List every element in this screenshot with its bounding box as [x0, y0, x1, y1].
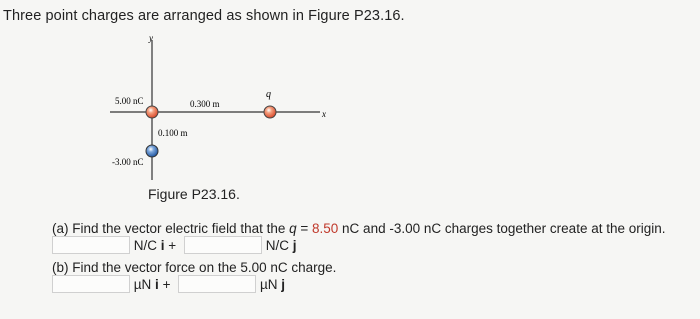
part-b-answer-row: [52, 275, 285, 293]
charge-5nC: [146, 106, 158, 118]
part-b-unit-i-vec: i: [155, 276, 159, 292]
charge-figure: [100, 28, 340, 186]
part-b-unit-j-text: µN: [259, 276, 282, 292]
part-a-prefix: (a) Find the vector electric field that the: [52, 221, 290, 236]
charge1-label: 5.00 nC: [115, 96, 144, 106]
part-a-field-j[interactable]: [184, 236, 262, 254]
part-a-suffix: nC and -3.00 nC charges together create at the origin.: [338, 221, 666, 236]
part-b-question: (b) Find the vector force on the 5.00 nC charge.: [52, 260, 337, 275]
x-axis-label: x: [322, 109, 326, 119]
distance-x-label: 0.300 m: [190, 99, 220, 109]
part-b-field-j[interactable]: [178, 275, 256, 293]
part-a-q-value: 8.50: [312, 221, 339, 236]
part-a-field-i[interactable]: [52, 236, 130, 254]
part-b-plus: +: [158, 276, 171, 292]
part-a-q-symbol: q: [289, 221, 297, 236]
part-a-unit-i-vec: i: [160, 237, 165, 253]
part-a-unit-i: [134, 238, 176, 253]
part-b-unit-i-text: µN: [133, 276, 156, 292]
charge-q: [264, 106, 276, 118]
part-a-question: [52, 221, 666, 236]
part-b-unit-i: [134, 277, 171, 292]
part-a-unit-j: [266, 238, 297, 253]
part-a-unit-j-text: N/C: [265, 237, 293, 253]
figure-caption: Figure P23.16.: [148, 186, 240, 202]
part-a-plus: +: [164, 237, 177, 253]
part-a-unit-j-vec: j: [292, 237, 297, 253]
charge-neg3nC: [146, 145, 158, 157]
part-b-unit-j-vec: j: [281, 276, 286, 292]
part-b-unit-j: [260, 277, 285, 292]
distance-y-label: 0.100 m: [158, 128, 188, 138]
part-a-unit-i-text: N/C: [133, 237, 161, 253]
problem-intro: Three point charges are arranged as shown in Figure P23.16.: [3, 8, 405, 24]
part-b-field-i[interactable]: [52, 275, 130, 293]
charge-q-label: q: [266, 89, 271, 100]
y-axis-label: y: [149, 33, 153, 43]
charge3-label: -3.00 nC: [112, 157, 144, 167]
part-a-equals: =: [296, 221, 313, 236]
part-a-answer-row: [52, 236, 296, 254]
